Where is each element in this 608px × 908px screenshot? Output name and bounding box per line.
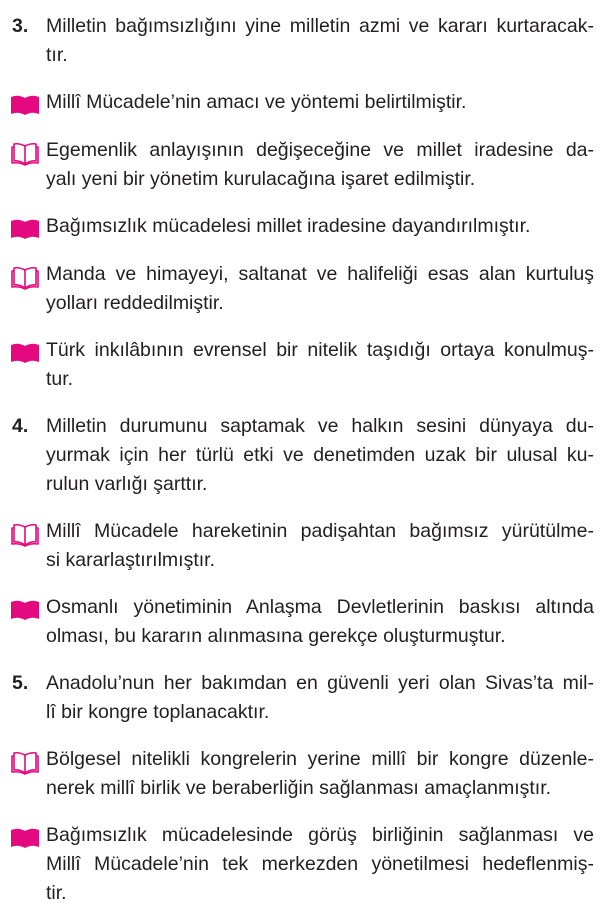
closed-book-marker (10, 212, 46, 242)
sub-statement (10, 136, 594, 194)
text-line: Millî Mücadele’nin amacı ve yöntemi belirtilmiştir. (46, 91, 467, 113)
text-line: Bölgesel nitelikli kongrelerin yerine millî bir kongre düzenle- (46, 748, 594, 770)
statement-text (46, 669, 594, 727)
closed-book-marker (10, 593, 46, 623)
sub-statement (10, 517, 594, 575)
statement-text (46, 88, 594, 117)
statement-text (46, 136, 594, 194)
text-line: Bağımsızlık mücadelesi millet iradesine dayandırılmıştır. (46, 215, 531, 237)
statement-number (10, 412, 46, 442)
text-line: tır. (46, 44, 68, 66)
statement-number (10, 669, 46, 699)
text-line: tir. (46, 882, 67, 904)
statement-text (46, 212, 594, 241)
text-line: yurmak için her türlü etki ve denetimden uzak bir ulusal ku- (46, 444, 594, 466)
text-line: nerek millî birlik ve beraberliğin sağlanması amaçlanmıştır. (46, 777, 552, 799)
text-line: Osmanlı yönetiminin Anlaşma Devletlerinin baskısı altında (46, 596, 594, 618)
open-book-icon (10, 751, 40, 775)
closed-book-icon (10, 342, 40, 364)
sub-statement (10, 745, 594, 803)
closed-book-icon (10, 599, 40, 621)
statement-text (46, 517, 594, 575)
numbered-statement (10, 12, 594, 70)
sub-statement (10, 593, 594, 651)
numbered-statement (10, 669, 594, 727)
text-line: Milletin durumunu saptamak ve halkın sesini dünyaya du- (46, 415, 594, 437)
numbered-statement (10, 412, 594, 499)
open-book-icon (10, 523, 40, 547)
open-book-icon (10, 266, 40, 290)
statement-text (46, 593, 594, 651)
statement-text (46, 12, 594, 70)
text-line: lî bir kongre toplanacaktır. (46, 701, 270, 723)
open-book-marker (10, 745, 46, 775)
closed-book-marker (10, 336, 46, 366)
statement-number-label: 3. (12, 15, 29, 37)
closed-book-icon (10, 94, 40, 116)
statement-text (46, 412, 594, 499)
sub-statement (10, 88, 594, 118)
statement-text (46, 336, 594, 394)
text-line: Milletin bağımsızlığını yine milletin azmi ve kararı kurtaracak- (46, 15, 594, 37)
text-line: Bağımsızlık mücadelesinde görüş birliğinin sağlanması ve (46, 824, 594, 846)
text-line: yalı yeni bir yönetim kurulacağına işaret edilmiştir. (46, 168, 476, 190)
text-line: olması, bu kararın alınmasına gerekçe oluşturmuştur. (46, 625, 506, 647)
statement-number-label: 5. (12, 672, 29, 694)
open-book-marker (10, 260, 46, 290)
sub-statement (10, 336, 594, 394)
text-line: Türk inkılâbının evrensel bir nitelik taşıdığı ortaya konulmuş- (46, 339, 594, 361)
sub-statement (10, 212, 594, 242)
statement-text (46, 745, 594, 803)
text-line: tur. (46, 368, 74, 390)
statement-text (46, 260, 594, 318)
open-book-icon (10, 142, 40, 166)
text-line: Millî Mücadele hareketinin padişahtan bağımsız yürütülme- (46, 520, 594, 542)
text-line: Anadolu’nun her bakımdan en güvenli yeri olan Sivas’ta mil- (46, 672, 594, 694)
statement-number (10, 12, 46, 42)
sub-statement (10, 260, 594, 318)
open-book-marker (10, 517, 46, 547)
text-line: Egemenlik anlayışının değişeceğine ve millet iradesine da- (46, 139, 594, 161)
text-line: Millî Mücadele’nin tek merkezden yönetilmesi hedeflenmiş- (46, 853, 594, 875)
text-line: rulun varlığı şarttır. (46, 473, 208, 495)
text-line: si kararlaştırılmıştır. (46, 549, 216, 571)
closed-book-icon (10, 827, 40, 849)
closed-book-marker (10, 821, 46, 851)
closed-book-marker (10, 88, 46, 118)
sub-statement (10, 821, 594, 908)
open-book-marker (10, 136, 46, 166)
statement-text (46, 821, 594, 908)
statement-number-label: 4. (12, 415, 29, 437)
text-line: yolları reddedilmiştir. (46, 292, 224, 314)
closed-book-icon (10, 218, 40, 240)
text-line: Manda ve himayeyi, saltanat ve halifeliği esas alan kurtuluş (46, 263, 594, 285)
